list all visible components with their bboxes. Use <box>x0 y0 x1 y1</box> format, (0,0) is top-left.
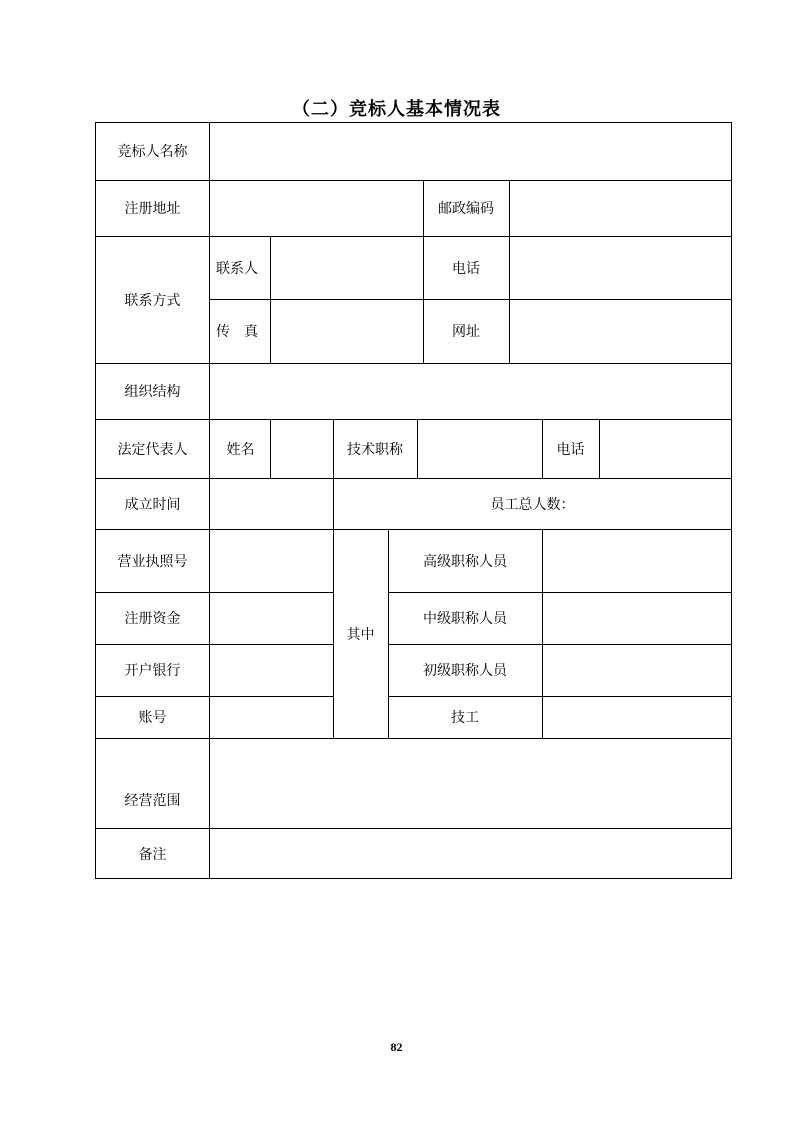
field-senior-staff[interactable] <box>542 529 732 592</box>
label-registered-address: 注册地址 <box>124 201 181 217</box>
field-business-scope[interactable] <box>210 738 732 828</box>
label-mid-staff: 中级职称人员 <box>423 611 507 627</box>
label-technician: 技工 <box>451 710 479 726</box>
field-bidder-name[interactable] <box>210 122 732 180</box>
label-phone-2: 电话 <box>556 441 585 458</box>
field-registered-address[interactable] <box>210 180 423 236</box>
field-name[interactable] <box>271 419 333 478</box>
label-contact-person: 联系人 <box>216 260 258 277</box>
label-registered-capital: 注册资金 <box>124 611 181 627</box>
label-postal-code: 邮政编码 <box>438 201 494 217</box>
label-website: 网址 <box>452 324 480 340</box>
label-among-them: 其中 <box>346 626 375 643</box>
label-legal-representative: 法定代表人 <box>117 441 188 458</box>
field-technical-title[interactable] <box>417 419 542 478</box>
label-name: 姓名 <box>226 441 255 458</box>
label-business-license: 营业执照号 <box>117 553 188 570</box>
page-number: 82 <box>390 1040 403 1054</box>
field-organization[interactable] <box>210 363 732 419</box>
label-technical-title: 技术职称 <box>347 441 403 458</box>
label-bank: 开户银行 <box>124 663 181 679</box>
label-organization: 组织结构 <box>124 384 181 400</box>
field-mid-staff[interactable] <box>542 592 732 644</box>
field-website[interactable] <box>509 299 732 363</box>
label-total-employees: 员工总人数： <box>490 496 575 513</box>
field-phone-2[interactable] <box>599 419 732 478</box>
label-bidder-name: 竞标人名称 <box>117 144 188 160</box>
label-established: 成立时间 <box>124 496 181 513</box>
label-contact-method: 联系方式 <box>124 292 181 309</box>
label-phone: 电话 <box>452 260 480 277</box>
field-business-license[interactable] <box>210 529 333 592</box>
page-title: （二）竞标人基本情况表 <box>292 99 501 120</box>
label-junior-staff: 初级职称人员 <box>423 663 507 679</box>
field-postal-code[interactable] <box>509 180 732 236</box>
field-account[interactable] <box>210 696 333 738</box>
label-remarks: 备注 <box>138 846 167 863</box>
field-junior-staff[interactable] <box>542 644 732 696</box>
label-account: 账号 <box>138 710 167 726</box>
field-phone[interactable] <box>509 236 732 299</box>
field-technician[interactable] <box>542 696 732 738</box>
label-fax: 传 真 <box>216 324 258 340</box>
field-remarks[interactable] <box>210 828 732 879</box>
field-fax[interactable] <box>271 299 423 363</box>
field-established[interactable] <box>210 478 333 529</box>
field-registered-capital[interactable] <box>210 592 333 644</box>
label-business-scope: 经营范围 <box>124 793 181 809</box>
label-senior-staff: 高级职称人员 <box>423 553 507 570</box>
bidder-info-table <box>95 122 732 879</box>
field-bank[interactable] <box>210 644 333 696</box>
field-contact-person[interactable] <box>271 236 423 299</box>
